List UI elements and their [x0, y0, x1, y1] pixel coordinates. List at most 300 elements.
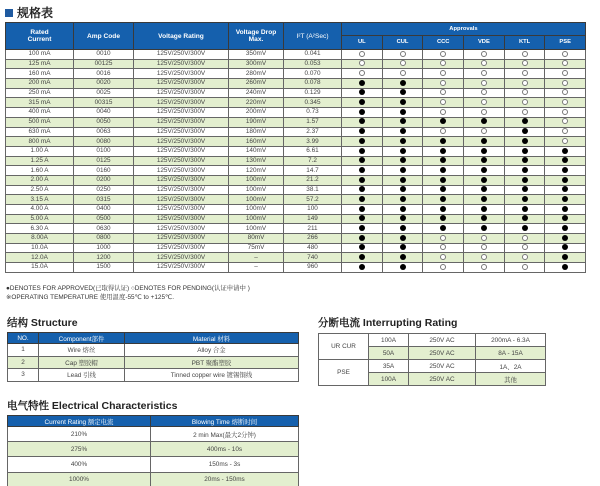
- approval-cell-pse: [545, 156, 586, 166]
- approval-cell-ccc: [423, 175, 464, 185]
- approved-dot-icon: [359, 157, 365, 163]
- voltage-rating-cell: 125V/250V/300V: [134, 127, 229, 137]
- voltage-drop-cell: 160mV: [229, 137, 284, 147]
- approval-cell-ul: [342, 224, 383, 234]
- approval-cell-cul: [382, 156, 423, 166]
- electrical-table: [7, 415, 299, 486]
- pending-circle-icon: [440, 99, 446, 105]
- rated-current-cell: 800 mA: [6, 137, 74, 147]
- approved-dot-icon: [400, 254, 406, 260]
- approved-dot-icon: [522, 177, 528, 183]
- voltage-drop-cell: 260mV: [229, 79, 284, 89]
- approved-dot-icon: [359, 215, 365, 221]
- approval-cell-vde: [464, 175, 505, 185]
- approval-cell-ktl: [504, 224, 545, 234]
- pending-circle-icon: [562, 89, 568, 95]
- structure-row: [8, 356, 299, 369]
- interrupting-row: [319, 334, 546, 347]
- approval-cell-ktl: [504, 195, 545, 205]
- approval-cell-vde: [464, 88, 505, 98]
- amp-code-cell: 0080: [74, 137, 134, 147]
- structure-component-cell: Lead 引线: [39, 369, 125, 382]
- rated-current-cell: 125 mA: [6, 59, 74, 69]
- approval-cell-cul: [382, 263, 423, 273]
- electrical-row: [8, 442, 299, 457]
- header-rated-current: Rated Current: [6, 23, 74, 50]
- structure-no-cell: 3: [8, 369, 39, 382]
- approved-dot-icon: [359, 128, 365, 134]
- rated-current-cell: 10.0A: [6, 243, 74, 253]
- voltage-rating-cell: 125V/250V/300V: [134, 50, 229, 60]
- pending-circle-icon: [440, 89, 446, 95]
- approved-dot-icon: [359, 177, 365, 183]
- voltage-rating-cell: 125V/250V/300V: [134, 108, 229, 118]
- approval-cell-ccc: [423, 205, 464, 215]
- i2t-cell: 2.37: [284, 127, 342, 137]
- approved-dot-icon: [400, 167, 406, 173]
- structure-header-component: Component部件: [39, 333, 125, 344]
- spec-row: [6, 175, 586, 185]
- approved-dot-icon: [481, 215, 487, 221]
- structure-material-cell: PBT 聚酯塑胶: [125, 356, 299, 369]
- approval-cell-ktl: [504, 88, 545, 98]
- approved-dot-icon: [481, 186, 487, 192]
- approved-dot-icon: [481, 157, 487, 163]
- approved-dot-icon: [440, 196, 446, 202]
- approval-cell-ktl: [504, 205, 545, 215]
- header-voltage-rating: Voltage Rating: [134, 23, 229, 50]
- approved-dot-icon: [440, 177, 446, 183]
- pending-circle-icon: [522, 60, 528, 66]
- amp-code-cell: 0630: [74, 224, 134, 234]
- pending-circle-icon: [481, 60, 487, 66]
- approval-cell-pse: [545, 166, 586, 176]
- approval-cell-ccc: [423, 50, 464, 60]
- pending-circle-icon: [522, 264, 528, 270]
- pending-circle-icon: [562, 51, 568, 57]
- amp-code-cell: 0250: [74, 185, 134, 195]
- title-square-icon: [5, 9, 13, 17]
- voltage-rating-cell: 125V/250V/300V: [134, 156, 229, 166]
- approval-cell-ktl: [504, 253, 545, 263]
- structure-no-cell: 2: [8, 356, 39, 369]
- pending-circle-icon: [481, 51, 487, 57]
- voltage-drop-cell: 300mV: [229, 59, 284, 69]
- approved-dot-icon: [522, 118, 528, 124]
- interrupting-current-cell: 50A: [369, 347, 409, 360]
- voltage-drop-cell: 100mV: [229, 224, 284, 234]
- amp-code-cell: 1200: [74, 253, 134, 263]
- approval-cell-ccc: [423, 69, 464, 79]
- approval-cell-pse: [545, 108, 586, 118]
- amp-code-cell: 0040: [74, 108, 134, 118]
- amp-code-cell: 0010: [74, 50, 134, 60]
- approval-cell-ul: [342, 127, 383, 137]
- pending-circle-icon: [359, 51, 365, 57]
- approved-dot-icon: [562, 186, 568, 192]
- pending-circle-icon: [440, 128, 446, 134]
- voltage-drop-cell: –: [229, 253, 284, 263]
- rated-current-cell: 5.00 A: [6, 214, 74, 224]
- electrical-rating-cell: 1000%: [8, 472, 151, 486]
- voltage-drop-cell: 280mV: [229, 69, 284, 79]
- pending-circle-icon: [481, 244, 487, 250]
- interrupting-current-cell: 35A: [369, 360, 409, 373]
- spec-row: [6, 88, 586, 98]
- i2t-cell: 266: [284, 234, 342, 244]
- approved-dot-icon: [359, 186, 365, 192]
- approval-cell-pse: [545, 224, 586, 234]
- interrupting-row: [319, 360, 546, 373]
- i2t-cell: 100: [284, 205, 342, 215]
- voltage-rating-cell: 125V/250V/300V: [134, 185, 229, 195]
- structure-table: [7, 332, 299, 382]
- approved-dot-icon: [440, 148, 446, 154]
- pending-circle-icon: [522, 109, 528, 115]
- spec-row: [6, 214, 586, 224]
- voltage-drop-cell: 120mV: [229, 166, 284, 176]
- interrupting-group-label: PSE: [319, 360, 369, 386]
- voltage-drop-cell: 100mV: [229, 185, 284, 195]
- approved-dot-icon: [481, 118, 487, 124]
- i2t-cell: 38.1: [284, 185, 342, 195]
- approval-cell-ktl: [504, 59, 545, 69]
- approved-dot-icon: [481, 148, 487, 154]
- approved-dot-icon: [400, 215, 406, 221]
- approval-cell-ccc: [423, 195, 464, 205]
- approved-dot-icon: [522, 128, 528, 134]
- header-i2t: I²T (A²Sec): [284, 23, 342, 50]
- approval-cell-vde: [464, 185, 505, 195]
- electrical-header-rating: Current Rating 额定电流: [8, 416, 151, 427]
- voltage-rating-cell: 125V/250V/300V: [134, 98, 229, 108]
- approval-cell-ktl: [504, 117, 545, 127]
- approval-cell-ul: [342, 234, 383, 244]
- approved-dot-icon: [522, 186, 528, 192]
- approval-cell-ccc: [423, 59, 464, 69]
- approval-cell-cul: [382, 205, 423, 215]
- interrupting-current-cell: 100A: [369, 373, 409, 386]
- approval-cell-ccc: [423, 224, 464, 234]
- pending-circle-icon: [481, 99, 487, 105]
- approval-cell-pse: [545, 185, 586, 195]
- approval-cell-ktl: [504, 185, 545, 195]
- approval-cell-vde: [464, 224, 505, 234]
- approval-cell-pse: [545, 59, 586, 69]
- spec-row: [6, 108, 586, 118]
- approval-cell-ccc: [423, 156, 464, 166]
- approval-cell-vde: [464, 98, 505, 108]
- voltage-rating-cell: 125V/250V/300V: [134, 243, 229, 253]
- pending-circle-icon: [400, 51, 406, 57]
- approved-dot-icon: [359, 225, 365, 231]
- rated-current-cell: 2.50 A: [6, 185, 74, 195]
- approval-cell-ktl: [504, 166, 545, 176]
- pending-circle-icon: [562, 109, 568, 115]
- approved-dot-icon: [400, 89, 406, 95]
- approval-cell-ktl: [504, 175, 545, 185]
- rated-current-cell: 15.0A: [6, 263, 74, 273]
- approval-cell-ul: [342, 117, 383, 127]
- rated-current-cell: 4.00 A: [6, 205, 74, 215]
- approval-cell-cul: [382, 195, 423, 205]
- amp-code-cell: 0400: [74, 205, 134, 215]
- voltage-rating-cell: 125V/250V/300V: [134, 263, 229, 273]
- rated-current-cell: 500 mA: [6, 117, 74, 127]
- amp-code-cell: 00125: [74, 59, 134, 69]
- approval-cell-ccc: [423, 108, 464, 118]
- approval-cell-vde: [464, 253, 505, 263]
- approval-cell-cul: [382, 166, 423, 176]
- electrical-rating-cell: 400%: [8, 457, 151, 472]
- approval-cell-pse: [545, 146, 586, 156]
- approval-cell-ktl: [504, 214, 545, 224]
- approval-cell-cul: [382, 59, 423, 69]
- spec-row: [6, 137, 586, 147]
- amp-code-cell: 0020: [74, 79, 134, 89]
- approval-cell-ktl: [504, 137, 545, 147]
- approval-cell-ul: [342, 88, 383, 98]
- approved-dot-icon: [522, 196, 528, 202]
- interrupting-voltage-cell: 250V AC: [409, 347, 476, 360]
- pending-circle-icon: [481, 235, 487, 241]
- approved-dot-icon: [562, 215, 568, 221]
- pending-circle-icon: [522, 89, 528, 95]
- approval-cell-ul: [342, 205, 383, 215]
- approved-dot-icon: [359, 196, 365, 202]
- approval-cell-cul: [382, 69, 423, 79]
- spec-row: [6, 79, 586, 89]
- approval-cell-ktl: [504, 127, 545, 137]
- approval-cell-vde: [464, 214, 505, 224]
- pending-circle-icon: [481, 254, 487, 260]
- rated-current-cell: 250 mA: [6, 88, 74, 98]
- voltage-rating-cell: 125V/250V/300V: [134, 234, 229, 244]
- amp-code-cell: 0800: [74, 234, 134, 244]
- approved-dot-icon: [400, 80, 406, 86]
- pending-circle-icon: [440, 51, 446, 57]
- approval-cell-ccc: [423, 234, 464, 244]
- approval-cell-pse: [545, 79, 586, 89]
- i2t-cell: 14.7: [284, 166, 342, 176]
- approval-cell-pse: [545, 127, 586, 137]
- pending-circle-icon: [440, 235, 446, 241]
- approval-cell-vde: [464, 127, 505, 137]
- approval-cell-vde: [464, 137, 505, 147]
- spec-row: [6, 50, 586, 60]
- approved-dot-icon: [359, 80, 365, 86]
- interrupting-voltage-cell: 250V AC: [409, 360, 476, 373]
- pending-circle-icon: [562, 60, 568, 66]
- approval-cell-ktl: [504, 146, 545, 156]
- rated-current-cell: 315 mA: [6, 98, 74, 108]
- approved-dot-icon: [359, 109, 365, 115]
- pending-circle-icon: [440, 264, 446, 270]
- pending-circle-icon: [481, 70, 487, 76]
- voltage-drop-cell: 100mV: [229, 195, 284, 205]
- approved-dot-icon: [359, 99, 365, 105]
- note-operating-temperature: ※OPERATING TEMPERATURE 使用温度-55℃ to +125℃.: [6, 294, 174, 301]
- structure-title: 结构 Structure: [7, 317, 78, 329]
- approval-cell-ccc: [423, 127, 464, 137]
- header-approval-ul: UL: [342, 36, 383, 50]
- electrical-time-cell: 20ms - 150ms: [151, 472, 299, 486]
- approved-dot-icon: [400, 128, 406, 134]
- approval-cell-ul: [342, 263, 383, 273]
- pending-circle-icon: [440, 244, 446, 250]
- approval-cell-pse: [545, 50, 586, 60]
- approval-cell-pse: [545, 195, 586, 205]
- electrical-row: [8, 457, 299, 472]
- i2t-cell: 211: [284, 224, 342, 234]
- approval-cell-ul: [342, 146, 383, 156]
- electrical-time-cell: 150ms - 3s: [151, 457, 299, 472]
- approval-cell-pse: [545, 234, 586, 244]
- pending-circle-icon: [440, 60, 446, 66]
- electrical-time-cell: 2 min Max(最大2分钟): [151, 427, 299, 442]
- approval-cell-pse: [545, 205, 586, 215]
- pending-circle-icon: [522, 80, 528, 86]
- pending-circle-icon: [440, 109, 446, 115]
- amp-code-cell: 0315: [74, 195, 134, 205]
- approved-dot-icon: [400, 99, 406, 105]
- approval-cell-ul: [342, 195, 383, 205]
- approval-cell-pse: [545, 88, 586, 98]
- voltage-drop-cell: 350mV: [229, 50, 284, 60]
- pending-circle-icon: [522, 70, 528, 76]
- approval-cell-cul: [382, 50, 423, 60]
- structure-header-material: Material 材料: [125, 333, 299, 344]
- amp-code-cell: 0200: [74, 175, 134, 185]
- page-title: [5, 4, 53, 21]
- structure-row: [8, 369, 299, 382]
- i2t-cell: 0.070: [284, 69, 342, 79]
- approval-cell-cul: [382, 137, 423, 147]
- amp-code-cell: 0016: [74, 69, 134, 79]
- approved-dot-icon: [440, 186, 446, 192]
- header-approval-cul: CUL: [382, 36, 423, 50]
- interrupting-range-cell: 200mA - 6.3A: [476, 334, 546, 347]
- i2t-cell: 0.078: [284, 79, 342, 89]
- i2t-cell: 0.129: [284, 88, 342, 98]
- approval-cell-ktl: [504, 69, 545, 79]
- amp-code-cell: 0050: [74, 117, 134, 127]
- i2t-cell: 57.2: [284, 195, 342, 205]
- approved-dot-icon: [481, 138, 487, 144]
- approval-cell-cul: [382, 175, 423, 185]
- approval-cell-ktl: [504, 234, 545, 244]
- approval-cell-vde: [464, 79, 505, 89]
- approval-cell-ul: [342, 59, 383, 69]
- approved-dot-icon: [522, 167, 528, 173]
- approved-dot-icon: [400, 196, 406, 202]
- spec-row: [6, 224, 586, 234]
- voltage-rating-cell: 125V/250V/300V: [134, 224, 229, 234]
- spec-row: [6, 127, 586, 137]
- approved-dot-icon: [359, 244, 365, 250]
- i2t-cell: 0.053: [284, 59, 342, 69]
- pending-circle-icon: [440, 70, 446, 76]
- spec-row: [6, 69, 586, 79]
- approval-cell-cul: [382, 234, 423, 244]
- approval-cell-ktl: [504, 98, 545, 108]
- amp-code-cell: 1000: [74, 243, 134, 253]
- voltage-rating-cell: 125V/250V/300V: [134, 175, 229, 185]
- approved-dot-icon: [359, 89, 365, 95]
- structure-component-cell: Cap 塑胶帽: [39, 356, 125, 369]
- approval-cell-ul: [342, 253, 383, 263]
- spec-row: [6, 166, 586, 176]
- voltage-drop-cell: 100mV: [229, 175, 284, 185]
- interrupting-voltage-cell: 250V AC: [409, 373, 476, 386]
- approval-cell-cul: [382, 117, 423, 127]
- i2t-cell: 740: [284, 253, 342, 263]
- approval-cell-vde: [464, 146, 505, 156]
- header-approval-ccc: CCC: [423, 36, 464, 50]
- approval-cell-ccc: [423, 137, 464, 147]
- voltage-rating-cell: 125V/250V/300V: [134, 146, 229, 156]
- amp-code-cell: 1500: [74, 263, 134, 273]
- approval-cell-vde: [464, 50, 505, 60]
- approval-cell-ccc: [423, 253, 464, 263]
- approved-dot-icon: [522, 215, 528, 221]
- spec-table: [5, 22, 586, 273]
- approved-dot-icon: [440, 215, 446, 221]
- approved-dot-icon: [562, 254, 568, 260]
- structure-material-cell: Alloy 合金: [125, 344, 299, 357]
- approval-cell-vde: [464, 59, 505, 69]
- i2t-cell: 7.2: [284, 156, 342, 166]
- electrical-rating-cell: 210%: [8, 427, 151, 442]
- rated-current-cell: 400 mA: [6, 108, 74, 118]
- i2t-cell: 960: [284, 263, 342, 273]
- interrupting-title: 分断电流 Interrupting Rating: [318, 317, 458, 329]
- interrupting-range-cell: 1A、2A: [476, 360, 546, 373]
- voltage-drop-cell: 75mV: [229, 243, 284, 253]
- approved-dot-icon: [481, 225, 487, 231]
- rated-current-cell: 12.0A: [6, 253, 74, 263]
- voltage-rating-cell: 125V/250V/300V: [134, 253, 229, 263]
- rated-current-cell: 8.00A: [6, 234, 74, 244]
- approval-cell-vde: [464, 205, 505, 215]
- spec-row: [6, 205, 586, 215]
- approval-cell-ul: [342, 185, 383, 195]
- approved-dot-icon: [562, 196, 568, 202]
- approval-cell-ul: [342, 79, 383, 89]
- pending-circle-icon: [481, 109, 487, 115]
- approval-cell-pse: [545, 69, 586, 79]
- voltage-rating-cell: 125V/250V/300V: [134, 79, 229, 89]
- voltage-rating-cell: 125V/250V/300V: [134, 166, 229, 176]
- page-title-text: 规格表: [17, 6, 54, 20]
- approval-cell-vde: [464, 166, 505, 176]
- spec-row: [6, 263, 586, 273]
- amp-code-cell: 00315: [74, 98, 134, 108]
- voltage-drop-cell: 180mV: [229, 127, 284, 137]
- electrical-header-time: Blowing Time 熔断时间: [151, 416, 299, 427]
- approved-dot-icon: [481, 177, 487, 183]
- voltage-drop-cell: 80mV: [229, 234, 284, 244]
- approval-cell-ktl: [504, 50, 545, 60]
- note-approved-legend: ●DENOTES FOR APPROVED(已取得认证) ○DENOTES FOR PENDING(认证申请中 ): [6, 285, 250, 292]
- pending-circle-icon: [400, 70, 406, 76]
- pending-circle-icon: [562, 128, 568, 134]
- i2t-cell: 6.61: [284, 146, 342, 156]
- approved-dot-icon: [359, 235, 365, 241]
- approved-dot-icon: [400, 138, 406, 144]
- approved-dot-icon: [400, 244, 406, 250]
- approved-dot-icon: [400, 177, 406, 183]
